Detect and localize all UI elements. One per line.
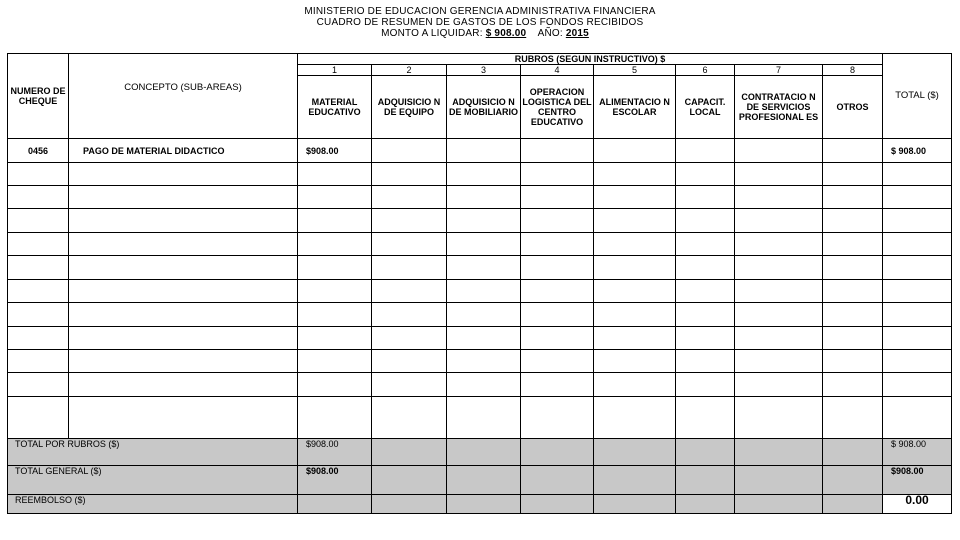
reembolso-total: 0.00 (883, 495, 952, 514)
total-por-rubros-material: $908.00 (298, 439, 372, 466)
table-row (8, 350, 952, 373)
total-por-rubros-label: TOTAL POR RUBROS ($) (8, 439, 298, 466)
report-title: CUADRO DE RESUMEN DE GASTOS DE LOS FONDOS RECIBIDOS (316, 17, 644, 28)
rubro-num-6: 6 (676, 65, 735, 76)
total-general-row (8, 466, 952, 495)
rubro-label-2: ADQUISICIO N DE EQUIPO (372, 76, 447, 139)
rubro-label-7: CONTRATACIO N DE SERVICIOS PROFESIONAL ES (735, 76, 823, 139)
header-total: TOTAL ($) (883, 54, 952, 139)
rubro-num-2: 2 (372, 65, 447, 76)
table-row (8, 186, 952, 209)
total-general-total: $908.00 (883, 466, 952, 495)
header-rubros: RUBROS (SEGUN INSTRUCTIVO) $ (298, 54, 883, 65)
concepto-cell: PAGO DE MATERIAL DIDACTICO (69, 139, 298, 163)
header-numero-cheque: NUMERO DE CHEQUE (8, 54, 69, 139)
total-general-label: TOTAL GENERAL ($) (8, 466, 298, 495)
document-header (0, 6, 960, 39)
rubro-label-3: ADQUISICIO N DE MOBILIARIO (447, 76, 521, 139)
ministry-title: MINISTERIO DE EDUCACION GERENCIA ADMINISTRATIVA FINANCIERA (304, 6, 656, 17)
material-amount: $908.00 (298, 139, 372, 163)
table-row (8, 397, 952, 439)
table-row (8, 280, 952, 303)
rubro-label-6: CAPACIT. LOCAL (676, 76, 735, 139)
table-row (8, 233, 952, 256)
rubro-num-3: 3 (447, 65, 521, 76)
total-por-rubros-row (8, 439, 952, 466)
rubro-label-8: OTROS (823, 76, 883, 139)
rubro-num-7: 7 (735, 65, 823, 76)
rubro-num-5: 5 (594, 65, 676, 76)
table-row (8, 209, 952, 233)
table-row (8, 303, 952, 327)
year-value: 2015 (565, 28, 589, 39)
table-row (8, 163, 952, 186)
amount-value: $ 908.00 (485, 28, 527, 39)
reembolso-row (8, 495, 952, 514)
year-label: AÑO: (537, 28, 563, 39)
rubro-num-1: 1 (298, 65, 372, 76)
rubro-label-1: MATERIAL EDUCATIVO (298, 76, 372, 139)
amount-label: MONTO A LIQUIDAR: (381, 28, 483, 39)
reembolso-label: REEMBOLSO ($) (8, 495, 298, 514)
header-concepto: CONCEPTO (SUB-AREAS) (69, 54, 298, 139)
cheque-number: 0456 (8, 139, 69, 163)
table-row (8, 373, 952, 397)
row-total: $ 908.00 (883, 139, 952, 163)
amount-year-line (0, 28, 960, 39)
table-row (8, 256, 952, 280)
total-por-rubros-total: $ 908.00 (883, 439, 952, 466)
rubro-num-8: 8 (823, 65, 883, 76)
table-row (8, 327, 952, 350)
expense-summary-table (7, 53, 952, 514)
table-row (8, 139, 952, 163)
rubro-label-5: ALIMENTACIO N ESCOLAR (594, 76, 676, 139)
rubro-label-4: OPERACION LOGISTICA DEL CENTRO EDUCATIVO (521, 76, 594, 139)
total-general-material: $908.00 (298, 466, 372, 495)
rubro-num-4: 4 (521, 65, 594, 76)
